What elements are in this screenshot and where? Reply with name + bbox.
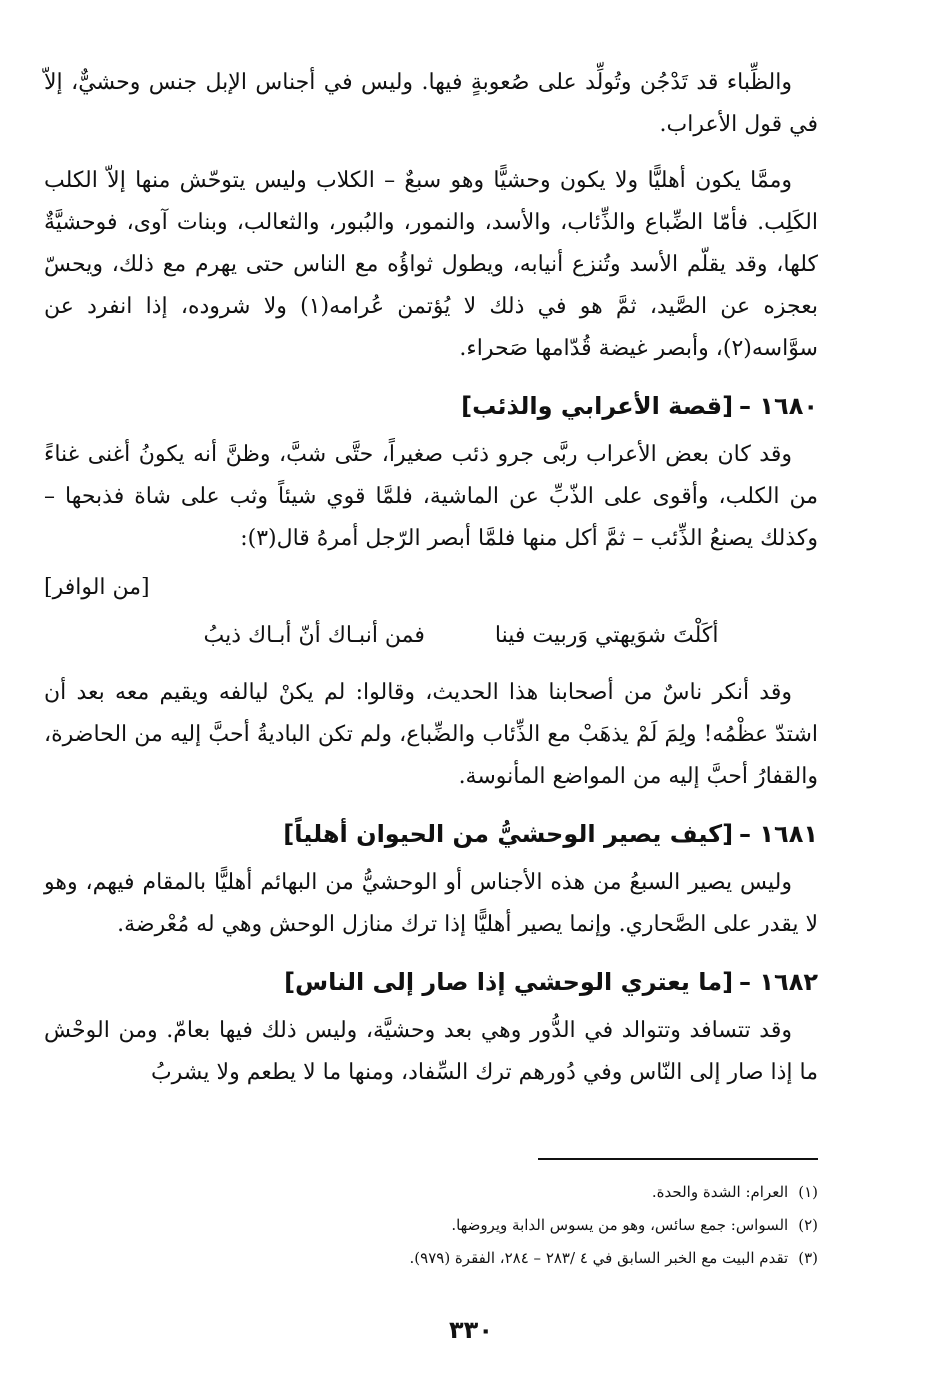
footnote-text: السواس: جمع سائس، وهو من يسوس الدابة ويروضها.: [451, 1216, 789, 1234]
section-number: ١٦٨٢ –: [739, 968, 818, 996]
verse-first-hemistich: أكَلْتَ شوَيهتي وَربيت فينا: [494, 623, 719, 648]
section-number: ١٦٨٠ –: [739, 392, 818, 420]
page-body: [44, 62, 818, 1108]
verse-line: [44, 614, 818, 658]
verse-second-hemistich: فمن أنبـاك أنّ أبـاك ذيبُ: [203, 623, 425, 648]
footnote: [100, 1176, 818, 1209]
footnote-number: (٣): [798, 1249, 818, 1267]
section-title: [ما يعتري الوحشي إذا صار إلى الناس]: [284, 968, 734, 996]
footnote: [100, 1242, 818, 1275]
paragraph: وقد أنكر ناسٌ من أصحابنا هذا الحديث، وقالوا: لم يكنْ ليالفه ويقيم معه بعد أن اشتدّ عظْمُه! ولِمَ لَمْ يذهَبْ مع الذِّئاب والضِّباع، ولم تكن الباديةُ أحبَّ إليه من الحاضرة، والقفارُ أحبَّ إليه من المواضع المأنوسة.: [44, 680, 818, 789]
section-number: ١٦٨١ –: [739, 820, 818, 848]
paragraph: والظِّباء قد تَدْجُن وتُولِّد على صُعوبةٍ فيها. وليس في أجناس الإبل جنس وحشيٌّ، إلاّ في قول الأعراب.: [44, 70, 818, 137]
section-title: [كيف يصير الوحشيُّ من الحيوان أهلياً]: [283, 820, 734, 848]
footnote-text: العرام: الشدة والحدة.: [651, 1183, 789, 1201]
section-heading-1682: [44, 960, 818, 1004]
footnote-text: تقدم البيت مع الخبر السابق في ٤ /٢٨٣ – ٢٨٤، الفقرة (٩٧٩).: [409, 1249, 789, 1267]
section-heading-1680: [44, 384, 818, 428]
page-number: ٣٣٠: [449, 1316, 493, 1344]
footnote-number: (٢): [798, 1216, 818, 1234]
footnote-divider: [538, 1158, 818, 1160]
section-title: [قصة الأعرابي والذئب]: [461, 392, 734, 420]
paragraph: وممَّا يكون أهليًّا ولا يكون وحشيًّا وهو سبعٌ – الكلاب وليس يتوحّش منها إلاّ الكلب الكَلِب. فأمّا الضِّباع والذِّئاب، والأسد، والنمور، والبُبور، والثعالب، وبنات آوى، فوحشيَّةٌ كلها، وقد يقلّم الأسد وتُنزع أنيابه، ويطول ثواؤُه مع الناس حتى يهرم مع ذلك، ويحسّ بعجزه عن الصَّيد، ثمَّ هو في ذلك لا يُؤتمن عُرامه(١) ولا شروده، إذا انفرد عن سوَّاسه(٢)، وأبصر غيضة قُدّامها صَحراء.: [44, 168, 818, 361]
footnote: [100, 1209, 818, 1242]
section-heading-1681: [44, 812, 818, 856]
footnote-number: (١): [798, 1183, 818, 1201]
paragraph: وقد تتسافد وتتوالد في الدُّور وهي بعد وحشيَّة، وليس ذلك فيها بعامّ. ومن الوحْش ما إذا صار إلى النّاس وفي دُورهم ترك السِّفاد، ومنها ما لا يطعم ولا يشربُ: [44, 1018, 818, 1085]
footnotes: [100, 1176, 818, 1275]
paragraph: وقد كان بعض الأعراب ربَّى جرو ذئب صغيراً، حتَّى شبَّ، وظنَّ أنه يكونُ أغنى غناءً من الكلب، وأقوى على الذّبِّ عن الماشية، فلمَّا قوي شيئاً وثب على شاة فذبحها – وكذلك يصنعُ الذِّئب – ثمَّ أكل منها فلمَّا أبصر الرّجل أمرهُ قال(٣):: [44, 442, 818, 551]
paragraph: وليس يصير السبعُ من هذه الأجناس أو الوحشيُّ من البهائم أهليًّا بالمقام فيهم، وهو لا يقدر على الصَّحاري. وإنما يصير أهليًّا إذا ترك منازل الوحش وهي له مُعْرضة.: [44, 870, 818, 937]
poetic-meter: [من الوافر]: [44, 575, 150, 600]
